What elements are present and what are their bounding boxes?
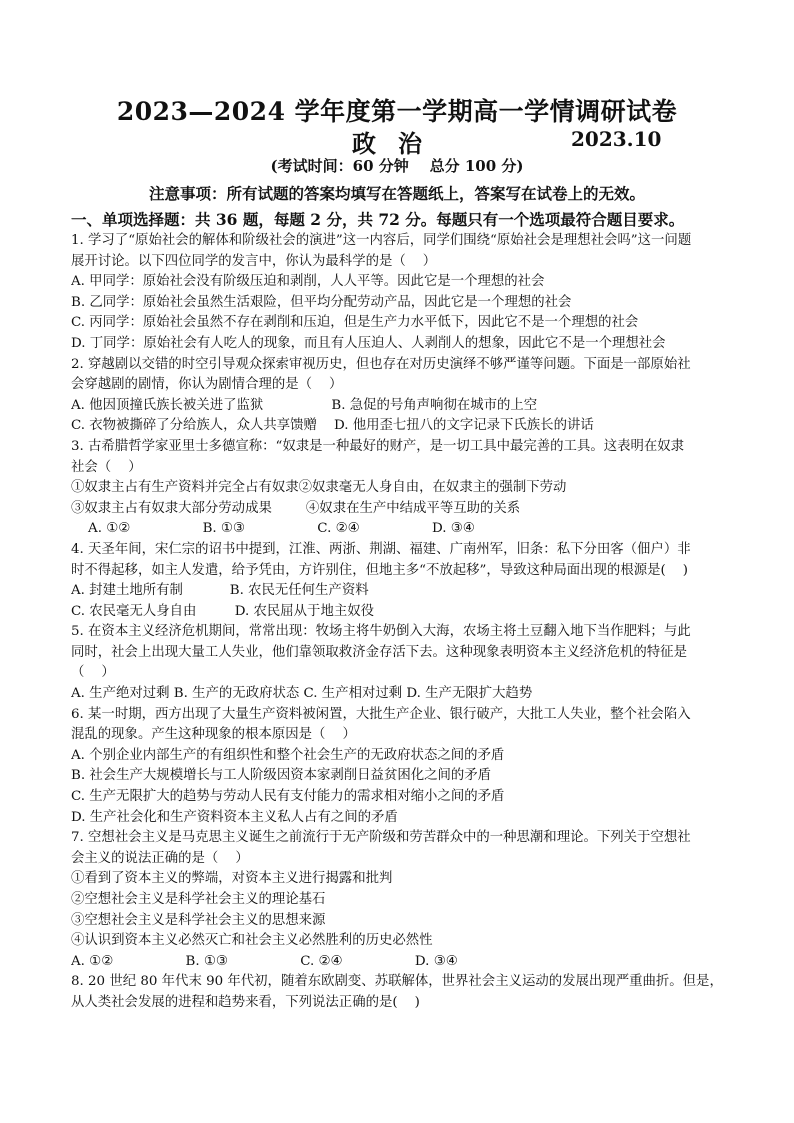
text-line: D. 丁同学：原始社会有人吃人的现象，而且有人压迫人、人剥削人的想象，因此它不是一个理想社会 [71,335,666,351]
exam-notice: 注意事项：所有试题的答案均填写在答题纸上，答案写在试卷上的无效。 [148,184,645,203]
text-line: 展开讨论。以下四位同学的发言中，你认为最科学的是（ ） [71,253,437,269]
text-line: C. 农民毫无人身自由 D. 农民屈从于地主奴役 [71,603,375,619]
text-line: 8. 20 世纪 80 年代末 90 年代初，随着东欧剧变、苏联解体，世界社会主义运动的发展出现严重曲折。但是， [71,974,723,990]
text-line: D. 生产社会化和生产资料资本主义私人占有之间的矛盾 [71,809,398,825]
text-line: 同时，社会上出现大量工人失业，他们靠领取救济金存活下去。这种现象表明资本主义经济危机的特征是 [71,644,687,660]
text-line: 会主义的说法正确的是（ ） [71,850,249,866]
text-line: ①看到了资本主义的弊端，对资本主义进行揭露和批判 [71,871,393,887]
text-line: ④认识到资本主义必然灭亡和社会主义必然胜利的历史必然性 [71,933,433,949]
text-line: A. 封建土地所有制 B. 农民无任何生产资料 [71,583,369,599]
text-line: A. 他因顶撞氏族长被关进了监狱 B. 急促的号角声响彻在城市的上空 [71,397,538,413]
text-line: 1. 学习了“原始社会的解体和阶级社会的演进”这一内容后，同学们围绕“原始社会是理想社会吗”这一问题 [71,233,692,248]
text-line: 3. 古希腊哲学家亚里士多德宣称：“奴隶是一种最好的财产，是一切工具中最完善的工具。这表明在奴隶 [71,438,685,454]
text-line: A. ①② B. ①③ C. ②④ D. ③④ [71,521,475,537]
text-line: ③奴隶主占有奴隶大部分劳动成果 ④奴隶在生产中结成平等互助的关系 [71,500,521,516]
exam-date: 2023.10 [571,127,662,151]
text-line: 从人类社会发展的进程和趋势来看，下列说法正确的是( ) [71,994,420,1010]
text-line: A. 个别企业内部生产的有组织性和整个社会生产的无政府状态之间的矛盾 [71,747,505,763]
text-line: C. 衣物被撕碎了分给族人，众人共享馈赠 D. 他用歪七扭八的文字记录下氏族长的讲话 [71,418,594,434]
text-line: ③空想社会主义是科学社会主义的思想来源 [71,912,326,928]
question-body [71,231,731,1014]
exam-info: (考试时间：60 分钟 总分 100 分) [270,157,524,175]
text-line: C. 丙同学：原始社会虽然不存在剥削和压迫，但是生产力水平低下，因此它不是一个理想的社会 [71,315,639,331]
text-line: ②空想社会主义是科学社会主义的理论基石 [71,892,326,907]
text-line: C. 生产无限扩大的趋势与劳动人民有支付能力的需求相对缩小之间的矛盾 [71,789,505,805]
text-line: 2. 穿越剧以交错的时空引导观众探索审视历史，但也存在对历史演绎不够严谨等问题。下面是一部原始社 [71,356,691,372]
text-line: B. 乙同学：原始社会虽然生活艰险，但平均分配劳动产品，因此它是一个理想的社会 [71,294,572,310]
section-title: 一、单项选择题：共 36 题，每题 2 分，共 72 分。每题只有一个选项最符合题目要求。 [71,210,685,229]
text-line: 混乱的现象。产生这种现象的根本原因是（ ） [71,727,356,743]
text-line: 6. 某一时期，西方出现了大量生产资料被闲置，大批生产企业、银行破产，大批工人失业，整个社会陷入 [71,706,691,722]
text-line: 时不得起移，如主人发遣，给予凭由，方许别住，但地主多“不放起移”，导致这种局面出现的根源是( ) [71,562,688,578]
text-line: 7. 空想社会主义是马克思主义诞生之前流行于无产阶级和劳苦群众中的一种思潮和理论。下列关于空想社 [71,830,691,846]
exam-title: 2023—2024 学年度第一学期高一学情调研试卷 [116,97,678,126]
text-line: B. 社会生产大规模增长与工人阶级因资本家剥削日益贫困化之间的矛盾 [71,768,492,784]
text-line: A. 甲同学：原始社会没有阶级压迫和剥削，人人平等。因此它是一个理想的社会 [71,274,545,290]
text-line: A. 生产绝对过剩 B. 生产的无政府状态 C. 生产相对过剩 D. 生产无限扩大趋势 [71,686,533,702]
text-line: A. ①② B. ①③ C. ②④ D. ③④ [71,953,458,969]
text-line: 社会（ ） [71,459,142,475]
text-line: 4. 天圣年间，宋仁宗的诏书中提到，江淮、两浙、荆湖、福建、广南州军，旧条：私下分田客（佃户）非 [71,541,691,557]
text-line: 5. 在资本主义经济危机期间，常常出现：牧场主将牛奶倒入大海，农场主将土豆翻入地下当作肥料；与此 [71,624,691,640]
text-line: 会穿越剧的剧情，你认为剧情合理的是（ ） [71,377,343,393]
text-line: （ ） [71,665,115,681]
exam-subject: 政治 [352,129,444,158]
text-line: ①奴隶主占有生产资料并完全占有奴隶②奴隶毫无人身自由，在奴隶主的强制下劳动 [71,480,567,496]
